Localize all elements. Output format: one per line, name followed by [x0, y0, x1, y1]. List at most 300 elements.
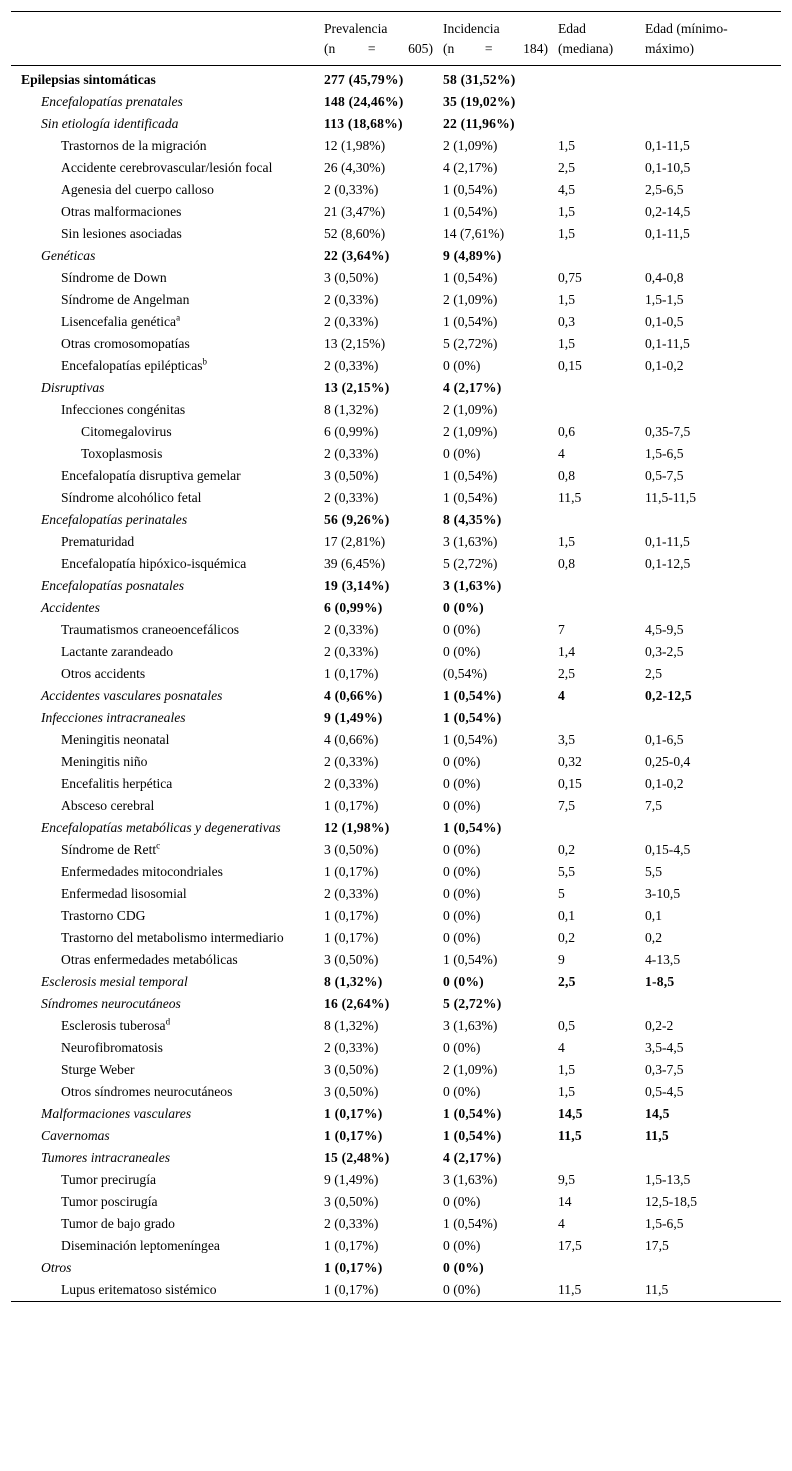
cell-age-range: 0,2: [645, 930, 662, 945]
cell-age-range: 0,1-0,2: [645, 358, 684, 373]
cell-incidence: 1 (0,54%): [443, 820, 502, 835]
cell-incidence: 3 (1,63%): [443, 534, 498, 549]
table-row: [11, 91, 781, 113]
row-label-text: Encefalopatías perinatales: [41, 512, 188, 527]
row-label-text: Síndrome de Down: [61, 270, 167, 285]
cell-age-range: 0,1-0,5: [645, 314, 684, 329]
cell-prevalence: 113 (18,68%): [324, 116, 403, 131]
cell-incidence: 1 (0,54%): [443, 1216, 498, 1231]
cell-age-median: [548, 113, 635, 135]
cell-prevalence: 2 (0,33%): [324, 1216, 379, 1231]
cell-age-range: 2,5-6,5: [645, 182, 684, 197]
cell-age-range: 0,3-7,5: [645, 1062, 684, 1077]
header-age-range-title: Edad (mínimo-: [645, 21, 728, 36]
row-label: [11, 861, 314, 883]
table-row: [11, 1191, 781, 1213]
cell-age-range: 0,1-10,5: [645, 160, 691, 175]
row-label: [11, 509, 314, 531]
row-label: [11, 1169, 314, 1191]
cell-incidence: 0 (0%): [443, 1282, 481, 1297]
row-label-text: Accidente cerebrovascular/lesión focal: [61, 160, 273, 175]
cell-age-median: [548, 91, 635, 113]
cell-age-range: 17,5: [645, 1238, 669, 1253]
cell-incidence: 2 (1,09%): [443, 424, 498, 439]
cell-prevalence: 52 (8,60%): [324, 226, 386, 241]
row-label-text: Encefalopatías metabólicas y degenerativas: [41, 820, 281, 835]
row-label-text: Encefalopatía disruptiva gemelar: [61, 468, 241, 483]
cell-incidence: 2 (1,09%): [443, 138, 498, 153]
row-label-text: Diseminación leptomeníngea: [61, 1238, 220, 1253]
row-label-text: Disruptivas: [41, 380, 105, 395]
cell-age-median: 1,5: [558, 336, 575, 351]
table-row: [11, 509, 781, 531]
cell-prevalence: 8 (1,32%): [324, 402, 379, 417]
table-row: [11, 597, 781, 619]
cell-age-range: 0,1-11,5: [645, 226, 690, 241]
header-incidence-n-part: =: [484, 41, 493, 56]
cell-incidence: 1 (0,54%): [443, 1128, 502, 1143]
cell-age-range: 14,5: [645, 1106, 670, 1121]
cell-prevalence: 19 (3,14%): [324, 578, 390, 593]
cell-age-range: 0,1-12,5: [645, 556, 691, 571]
cell-age-range: [635, 509, 781, 531]
cell-incidence: 0 (0%): [443, 358, 481, 373]
cell-incidence: 58 (31,52%): [443, 72, 516, 87]
header-prevalence-title: Prevalencia: [324, 21, 388, 36]
etiology-table-container: [11, 11, 781, 1302]
table-row: [11, 1125, 781, 1147]
cell-prevalence: 3 (0,50%): [324, 1084, 379, 1099]
row-label: [11, 1235, 314, 1257]
cell-age-median: 4: [558, 446, 565, 461]
footnote-marker: a: [176, 312, 181, 323]
table-row: [11, 553, 781, 575]
cell-age-median: [548, 575, 635, 597]
cell-age-median: 1,5: [558, 138, 575, 153]
cell-prevalence: 148 (24,46%): [324, 94, 404, 109]
header-incidence-n-part: (n: [443, 41, 455, 56]
cell-age-median: [548, 245, 635, 267]
cell-prevalence: 3 (0,50%): [324, 842, 379, 857]
cell-incidence: 14 (7,61%): [443, 226, 505, 241]
cell-prevalence: 3 (0,50%): [324, 952, 379, 967]
table-row: [11, 927, 781, 949]
cell-incidence: 4 (2,17%): [443, 380, 502, 395]
row-label-text: Accidentes: [41, 600, 100, 615]
row-label: [11, 971, 314, 993]
footnote-marker: d: [165, 1016, 171, 1027]
row-label-text: Encefalopatías posnatales: [41, 578, 185, 593]
cell-age-range: [635, 817, 781, 839]
cell-prevalence: 8 (1,32%): [324, 974, 383, 989]
cell-age-range: 0,1: [645, 908, 662, 923]
row-label-text: Infecciones intracraneales: [41, 710, 186, 725]
row-label-text: Lisencefalia genética: [61, 314, 177, 329]
row-label-text: Síndromes neurocutáneos: [41, 996, 181, 1011]
cell-prevalence: 9 (1,49%): [324, 710, 383, 725]
table-row: [11, 751, 781, 773]
cell-prevalence: 2 (0,33%): [324, 314, 379, 329]
cell-prevalence: 12 (1,98%): [324, 820, 390, 835]
cell-incidence: 0 (0%): [443, 1194, 481, 1209]
cell-age-range: 0,5-7,5: [645, 468, 684, 483]
row-label-text: Neurofibromatosis: [61, 1040, 163, 1055]
cell-age-range: 11,5-11,5: [645, 490, 697, 505]
row-label-text: Enfermedades mitocondriales: [61, 864, 223, 879]
cell-incidence: 22 (11,96%): [443, 116, 515, 131]
cell-prevalence: 2 (0,33%): [324, 622, 379, 637]
cell-prevalence: 4 (0,66%): [324, 732, 379, 747]
row-label: [11, 487, 314, 509]
cell-incidence: 8 (4,35%): [443, 512, 502, 527]
cell-age-median: 5: [558, 886, 565, 901]
table-row: [11, 883, 781, 905]
cell-age-median: 5,5: [558, 864, 575, 879]
row-label-text: Encefalopatías prenatales: [41, 94, 183, 109]
cell-age-median: 9: [558, 952, 565, 967]
cell-age-median: 9,5: [558, 1172, 575, 1187]
header-label-column: [11, 12, 314, 66]
cell-incidence: 0 (0%): [443, 1238, 481, 1253]
cell-age-median: 1,5: [558, 534, 575, 549]
cell-prevalence: 12 (1,98%): [324, 138, 386, 153]
header-incidence-n-part: 184): [523, 41, 548, 56]
row-label-text: Meningitis neonatal: [61, 732, 170, 747]
header-incidence-title: Incidencia: [443, 21, 500, 36]
table-row: [11, 575, 781, 597]
cell-incidence: 4 (2,17%): [443, 160, 498, 175]
row-label: [11, 443, 314, 465]
cell-incidence: 2 (1,09%): [443, 292, 498, 307]
cell-prevalence: 2 (0,33%): [324, 644, 379, 659]
cell-incidence: 3 (1,63%): [443, 578, 502, 593]
cell-age-median: 2,5: [558, 666, 575, 681]
table-row: [11, 355, 781, 377]
row-label: [11, 927, 314, 949]
table-row: [11, 861, 781, 883]
cell-prevalence: 17 (2,81%): [324, 534, 386, 549]
cell-incidence: 1 (0,54%): [443, 732, 498, 747]
cell-age-range: 0,2-14,5: [645, 204, 691, 219]
cell-age-median: 0,32: [558, 754, 582, 769]
cell-prevalence: 2 (0,33%): [324, 182, 379, 197]
cell-age-range: [635, 113, 781, 135]
cell-prevalence: 2 (0,33%): [324, 490, 379, 505]
cell-age-median: 11,5: [558, 1128, 582, 1143]
cell-incidence: 1 (0,54%): [443, 688, 502, 703]
cell-age-median: 4,5: [558, 182, 575, 197]
table-body: [11, 66, 781, 1302]
cell-age-median: 1,5: [558, 204, 575, 219]
cell-age-range: 0,2-12,5: [645, 688, 692, 703]
cell-prevalence: 26 (4,30%): [324, 160, 386, 175]
cell-incidence: 0 (0%): [443, 776, 481, 791]
footnote-marker: c: [156, 840, 161, 851]
cell-age-range: 0,1-0,2: [645, 776, 684, 791]
row-label: [11, 465, 314, 487]
cell-age-range: [635, 597, 781, 619]
table-row: [11, 289, 781, 311]
row-label: [11, 949, 314, 971]
row-label-text: Tumor precirugía: [61, 1172, 157, 1187]
row-label: [11, 267, 314, 289]
cell-age-median: 0,75: [558, 270, 582, 285]
table-row: [11, 157, 781, 179]
cell-prevalence: 39 (6,45%): [324, 556, 386, 571]
cell-age-range: 7,5: [645, 798, 662, 813]
cell-age-median: 7: [558, 622, 565, 637]
cell-age-range: 0,1-11,5: [645, 336, 690, 351]
cell-prevalence: 6 (0,99%): [324, 600, 383, 615]
table-row: [11, 839, 781, 861]
row-label: [11, 1147, 314, 1169]
row-label: [11, 1059, 314, 1081]
row-label: [11, 1103, 314, 1125]
cell-incidence: 1 (0,54%): [443, 314, 498, 329]
cell-prevalence: 22 (3,64%): [324, 248, 390, 263]
table-row: [11, 1279, 781, 1302]
cell-incidence: 1 (0,54%): [443, 204, 498, 219]
row-label: [11, 1037, 314, 1059]
cell-age-range: 0,1-11,5: [645, 138, 690, 153]
table-row: [11, 641, 781, 663]
table-row: [11, 1059, 781, 1081]
row-label-text: Enfermedad lisosomial: [61, 886, 187, 901]
cell-age-median: [548, 66, 635, 92]
cell-age-range: 4-13,5: [645, 952, 681, 967]
cell-incidence: 5 (2,72%): [443, 336, 498, 351]
row-label-text: Lupus eritematoso sistémico: [61, 1282, 217, 1297]
row-label: [11, 685, 314, 707]
cell-age-range: 11,5: [645, 1128, 669, 1143]
cell-incidence: 3 (1,63%): [443, 1018, 498, 1033]
row-label: [11, 289, 314, 311]
cell-age-median: 0,5: [558, 1018, 575, 1033]
cell-incidence: 1 (0,54%): [443, 182, 498, 197]
header-prevalence: [314, 12, 433, 66]
cell-age-range: 3,5-4,5: [645, 1040, 684, 1055]
cell-incidence: (0,54%): [443, 666, 488, 681]
cell-age-range: 1,5-1,5: [645, 292, 684, 307]
row-label: [11, 817, 314, 839]
header-incidence: [433, 12, 548, 66]
table-row: [11, 333, 781, 355]
cell-age-median: 0,6: [558, 424, 575, 439]
row-label: [11, 1015, 314, 1037]
row-label: [11, 883, 314, 905]
row-label: [11, 751, 314, 773]
row-label-text: Agenesia del cuerpo calloso: [61, 182, 214, 197]
row-label: [11, 1257, 314, 1279]
row-label: [11, 157, 314, 179]
row-label: [11, 619, 314, 641]
cell-prevalence: 2 (0,33%): [324, 446, 379, 461]
cell-prevalence: 1 (0,17%): [324, 864, 379, 879]
cell-age-median: [548, 597, 635, 619]
cell-incidence: 0 (0%): [443, 886, 481, 901]
cell-age-range: [635, 1257, 781, 1279]
row-label-text: Otras cromosomopatías: [61, 336, 190, 351]
table-row: [11, 135, 781, 157]
table-row: [11, 113, 781, 135]
cell-age-range: [635, 245, 781, 267]
cell-age-range: 0,1-6,5: [645, 732, 684, 747]
cell-prevalence: 2 (0,33%): [324, 776, 379, 791]
cell-age-median: 0,15: [558, 358, 582, 373]
cell-incidence: 1 (0,54%): [443, 468, 498, 483]
cell-age-median: [548, 817, 635, 839]
table-row: [11, 949, 781, 971]
cell-age-range: 5,5: [645, 864, 662, 879]
cell-age-range: 4,5-9,5: [645, 622, 684, 637]
cell-age-median: 0,3: [558, 314, 575, 329]
cell-prevalence: 1 (0,17%): [324, 930, 379, 945]
cell-incidence: 1 (0,54%): [443, 710, 502, 725]
row-label-text: Encefalopatía hipóxico-isquémica: [61, 556, 247, 571]
table-row: [11, 707, 781, 729]
cell-prevalence: 2 (0,33%): [324, 292, 379, 307]
row-label: [11, 1213, 314, 1235]
cell-incidence: 1 (0,54%): [443, 1106, 502, 1121]
cell-incidence: 0 (0%): [443, 908, 481, 923]
table-row: [11, 685, 781, 707]
cell-incidence: 0 (0%): [443, 600, 484, 615]
cell-prevalence: 8 (1,32%): [324, 1018, 379, 1033]
row-label: [11, 179, 314, 201]
table-row: [11, 1257, 781, 1279]
table-row: [11, 1213, 781, 1235]
cell-incidence: 0 (0%): [443, 864, 481, 879]
table-row: [11, 487, 781, 509]
row-label-text: Encefalopatías epilépticas: [61, 358, 203, 373]
row-label-text: Prematuridad: [61, 534, 135, 549]
cell-incidence: 0 (0%): [443, 1040, 481, 1055]
row-label: [11, 663, 314, 685]
row-label-text: Trastorno del metabolismo intermediario: [61, 930, 284, 945]
cell-age-range: 0,15-4,5: [645, 842, 691, 857]
row-label-text: Otras enfermedades metabólicas: [61, 952, 238, 967]
row-label-text: Citomegalovirus: [81, 424, 172, 439]
cell-incidence: 0 (0%): [443, 798, 481, 813]
cell-incidence: 2 (1,09%): [443, 1062, 498, 1077]
header-incidence-n: [443, 39, 548, 59]
cell-age-median: 1,5: [558, 226, 575, 241]
cell-prevalence: 3 (0,50%): [324, 468, 379, 483]
row-label: [11, 773, 314, 795]
table-row: [11, 1037, 781, 1059]
table-row: [11, 245, 781, 267]
row-label: [11, 553, 314, 575]
row-label: [11, 223, 314, 245]
cell-prevalence: 1 (0,17%): [324, 908, 379, 923]
table-row: [11, 179, 781, 201]
row-label-text: Accidentes vasculares posnatales: [41, 688, 223, 703]
table-row: [11, 399, 781, 421]
row-label: [11, 66, 314, 92]
etiology-table: [11, 11, 781, 1302]
row-label: [11, 905, 314, 927]
cell-age-median: 4: [558, 688, 565, 703]
table-row: [11, 465, 781, 487]
cell-prevalence: 3 (0,50%): [324, 270, 379, 285]
table-row: [11, 971, 781, 993]
cell-age-median: 7,5: [558, 798, 575, 813]
header-prevalence-n-part: =: [367, 41, 376, 56]
header-prevalence-n-part: 605): [408, 41, 433, 56]
cell-age-range: 0,35-7,5: [645, 424, 691, 439]
row-label: [11, 531, 314, 553]
cell-age-range: 1,5-6,5: [645, 446, 684, 461]
row-label-text: Epilepsias sintomáticas: [21, 72, 156, 87]
table-row: [11, 1103, 781, 1125]
cell-age-median: 0,1: [558, 908, 575, 923]
header-age-median-sub: (mediana): [558, 41, 614, 56]
cell-age-median: 1,5: [558, 1062, 575, 1077]
cell-age-median: 17,5: [558, 1238, 582, 1253]
cell-age-range: 0,3-2,5: [645, 644, 684, 659]
row-label: [11, 91, 314, 113]
cell-prevalence: 21 (3,47%): [324, 204, 386, 219]
row-label-text: Meningitis niño: [61, 754, 148, 769]
row-label-text: Sin lesiones asociadas: [61, 226, 182, 241]
row-label: [11, 245, 314, 267]
cell-age-median: [548, 399, 635, 421]
cell-age-range: [635, 399, 781, 421]
row-label: [11, 135, 314, 157]
cell-incidence: 0 (0%): [443, 1084, 481, 1099]
row-label-text: Otros síndromes neurocutáneos: [61, 1084, 233, 1099]
header-age-median: [548, 12, 635, 66]
cell-age-range: 0,25-0,4: [645, 754, 691, 769]
row-label-text: Sturge Weber: [61, 1062, 135, 1077]
row-label: [11, 1125, 314, 1147]
row-label-text: Traumatismos craneoencefálicos: [61, 622, 240, 637]
row-label: [11, 1279, 314, 1302]
row-label-text: Sin etiología identificada: [41, 116, 179, 131]
row-label: [11, 795, 314, 817]
header-prevalence-n-part: (n: [324, 41, 336, 56]
cell-age-range: 12,5-18,5: [645, 1194, 698, 1209]
table-row: [11, 66, 781, 92]
cell-age-median: 1,5: [558, 292, 575, 307]
row-label: [11, 421, 314, 443]
row-label-text: Trastornos de la migración: [61, 138, 207, 153]
cell-incidence: 0 (0%): [443, 446, 481, 461]
row-label-text: Otros: [41, 1260, 72, 1275]
cell-prevalence: 1 (0,17%): [324, 1282, 379, 1297]
row-label-text: Síndrome de Angelman: [61, 292, 190, 307]
cell-age-range: [635, 707, 781, 729]
cell-age-median: [548, 707, 635, 729]
cell-prevalence: 16 (2,64%): [324, 996, 390, 1011]
table-row: [11, 1235, 781, 1257]
row-label: [11, 729, 314, 751]
cell-age-range: 0,2-2: [645, 1018, 674, 1033]
table-row: [11, 817, 781, 839]
table-row: [11, 663, 781, 685]
cell-prevalence: 13 (2,15%): [324, 380, 390, 395]
cell-prevalence: 1 (0,17%): [324, 666, 379, 681]
row-label-text: Trastorno CDG: [61, 908, 146, 923]
cell-age-range: 1,5-6,5: [645, 1216, 684, 1231]
row-label-text: Malformaciones vasculares: [41, 1106, 192, 1121]
cell-incidence: 0 (0%): [443, 1260, 484, 1275]
cell-age-median: 2,5: [558, 160, 575, 175]
cell-age-range: 0,1-11,5: [645, 534, 690, 549]
cell-prevalence: 2 (0,33%): [324, 886, 379, 901]
cell-incidence: 5 (2,72%): [443, 556, 498, 571]
cell-age-median: 0,8: [558, 468, 575, 483]
